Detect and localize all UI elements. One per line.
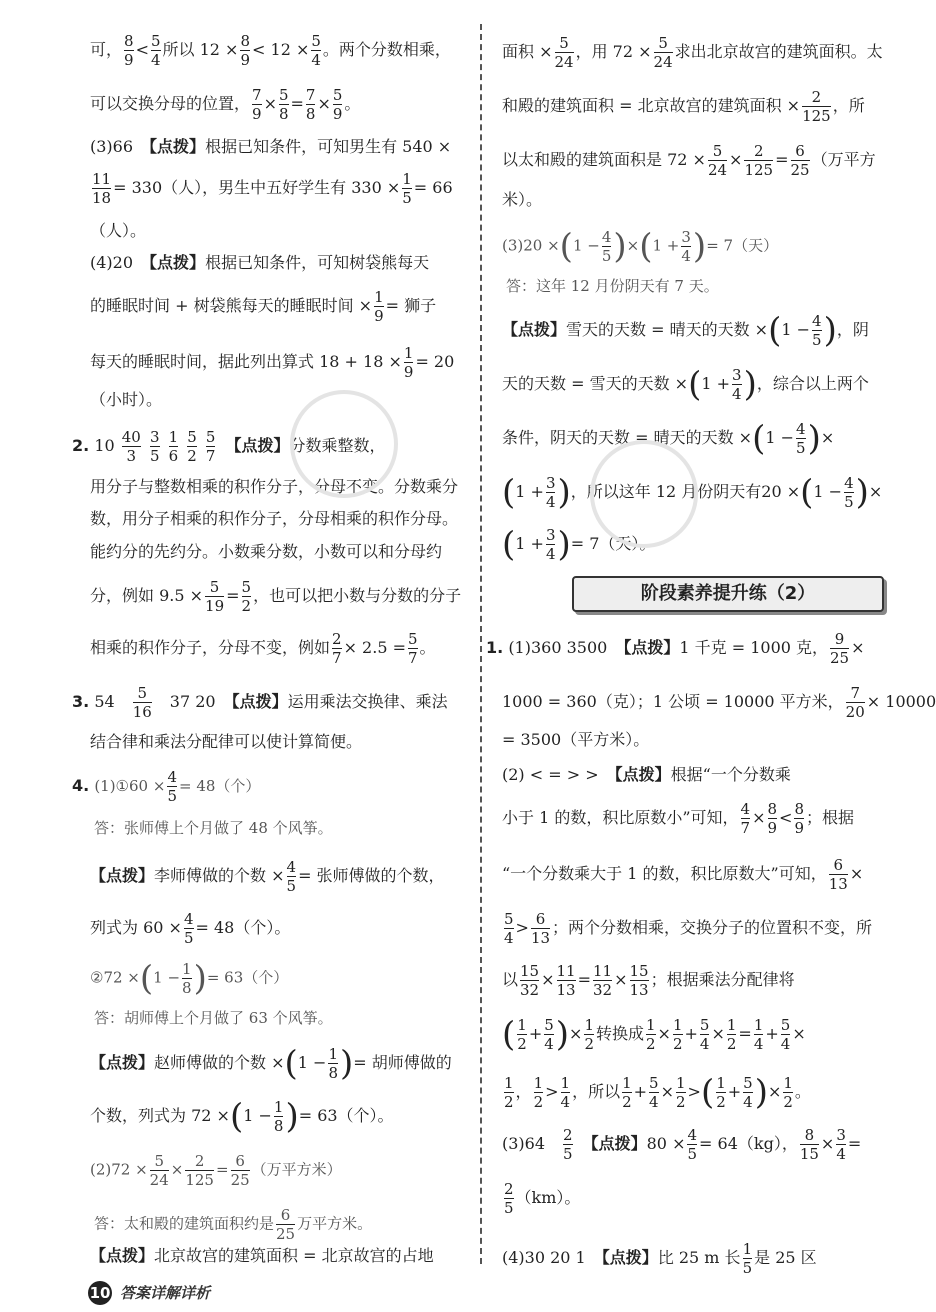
line: 可以交换分母的位置， $\frac{7}{9}$ × $\frac{5}{8}$ = $\frac{7}{8}$ × $\frac{5}{9}$ 。 [90, 86, 361, 123]
line: 分，例如 9.5 × $\frac{5}{19}$ = $\frac{5}{2}$ ，也可以把小数与分数的分子 [90, 578, 462, 615]
line: 相乘的积作分子，分母不变，例如 $\frac{2}{7}$ × 2.5 = $\frac{5}{7}$ 。 [90, 630, 436, 667]
problem-2: 2. 10 $\frac{40}{3}$ $\frac{3}{5}$ $\frac{1}{6}$ $\frac{5}{2}$ $\frac{5}{7}$ 【点拨】分数乘整数， [72, 428, 386, 465]
line: 可， $\frac{8}{9}$ < $\frac{5}{4}$ 所以 12 × $\frac{8}{9}$ < 12 × $\frac{5}{4}$ 。两个分数相乘， [90, 32, 451, 69]
line: 天的天数 = 雪天的天数 ×(1 + $\frac{3}{4}$ )，综合以上两个 [502, 364, 869, 405]
line: “一个分数乘大于 1 的数，积比原数大”可知， $\frac{6}{13}$ × [502, 856, 864, 893]
page-number: 10 [88, 1281, 112, 1305]
watermark-stamp [290, 390, 398, 498]
line: 米）。 [502, 190, 543, 209]
answer: 答：胡师傅上个月做了 63 个风筝。 [94, 1009, 333, 1027]
line: 能约分的先约分。小数乘分数，小数可以和分母约 [90, 542, 443, 561]
problem-4: 4. (1)①60 × $\frac{4}{5}$ = 48（个） [72, 768, 261, 805]
line: 用分子与整数相乘的积作分子，分母不变。分数乘分 [90, 477, 459, 496]
line: 结合律和乘法分配律可以使计算简便。 [90, 732, 363, 751]
line: 小于 1 的数，积比原数小”可知， $\frac{4}{7}$ × $\frac{8}{9}$ < $\frac{8}{9}$ ；根据 [502, 800, 855, 837]
line: 【点拨】北京故宫的建筑面积 = 北京故宫的占地 [90, 1246, 434, 1265]
line: 数，用分子相乘的积作分子，分母相乘的积作分母。 [90, 509, 459, 528]
line: 每天的睡眠时间，据此列出算式 18 + 18 × $\frac{1}{9}$ = 20 [90, 344, 455, 381]
line: 条件，阴天的天数 = 晴天的天数 ×(1 − $\frac{4}{5}$ )× [502, 418, 835, 459]
line: 和殿的建筑面积 = 北京故宫的建筑面积 × $\frac{2}{125}$ ，所 [502, 88, 865, 125]
problem-1: 1. (1)360 3500 【点拨】1 千克 = 1000 克， $\frac{9}{25}$ × [486, 630, 865, 667]
line: (2)72 × $\frac{5}{24}$ × $\frac{2}{125}$ = $\frac{6}{25}$ （万平方米） [90, 1152, 342, 1189]
line: （小时）。 [90, 390, 163, 409]
line: 的睡眠时间 + 树袋熊每天的睡眠时间 × $\frac{1}{9}$ = 狮子 [90, 288, 437, 325]
line: = 3500（平方米）。 [502, 730, 650, 749]
line: (1 + $\frac{3}{4}$ )，所以这年 12 月份阴天有20 ×(1 − $\frac{4}{5}$ )× [502, 472, 883, 513]
answer: 答：张师傅上个月做了 48 个风筝。 [94, 819, 333, 837]
footer-title: 答案详解详析 [120, 1284, 211, 1302]
line: 面积 × $\frac{5}{24}$ ，用 72 × $\frac{5}{24}$ 求出北京故宫的建筑面积。太 [502, 34, 883, 71]
line: 列式为 60 × $\frac{4}{5}$ = 48（个）。 [90, 910, 291, 947]
line: (1 + $\frac{3}{4}$ )= 7（天）。 [502, 524, 656, 565]
line: (3)66 【点拨】根据已知条件，可知男生有 540 × [90, 137, 452, 156]
line: ( $\frac{1}{2}$ + $\frac{5}{4}$ )× $\frac{1}{2}$ 转换成 $\frac{1}{2}$ × $\frac{1}{2}$ + $\frac{5}{4}$ × $\frac{1}{2}$ = $\frac{1}{4}$ + $\frac{5}{4}$ × [502, 1014, 806, 1055]
line: (3)64 $\frac{2}{5}$ 【点拨】80 × $\frac{4}{5}$ = 64（kg）， $\frac{8}{15}$ × $\frac{3}{4}$ = [502, 1126, 862, 1163]
watermark-stamp [590, 440, 698, 548]
line: $\frac{2}{5}$ （km）。 [504, 1180, 581, 1217]
line: 【点拨】李师傅做的个数 × $\frac{4}{5}$ = 张师傅做的个数， [90, 858, 445, 895]
line: 个数，列式为 72 ×(1 − $\frac{1}{8}$ )= 63（个）。 [90, 1096, 394, 1137]
answer: 答：这年 12 月份阴天有 7 天。 [506, 277, 719, 295]
right-column [482, 0, 936, 1312]
section-banner: 阶段素养提升练（2） [572, 576, 884, 612]
line: $\frac{11}{18}$ = 330（人），男生中五好学生有 330 × $\frac{1}{5}$ = 66 [92, 170, 453, 207]
line: $\frac{1}{2}$ ， $\frac{1}{2}$ > $\frac{1}{4}$ ，所以 $\frac{1}{2}$ + $\frac{5}{4}$ × $\frac{1}{2}$ >( $\frac{1}{2}$ + $\frac{5}{4}$ )× $\frac{1}{2}$ 。 [504, 1072, 811, 1113]
line: (2) < = > > 【点拨】根据“一个分数乘 [502, 765, 791, 784]
line: （人）。 [90, 221, 147, 240]
answer: 答：太和殿的建筑面积约是 $\frac{6}{25}$ 万平方米。 [94, 1206, 373, 1243]
line: 以太和殿的建筑面积是 72 × $\frac{5}{24}$ × $\frac{2}{125}$ = $\frac{6}{25}$ （万平方 [502, 142, 876, 179]
problem-3: 3. 54 $\frac{5}{16}$ 37 20 【点拨】运用乘法交换律、乘法 [72, 684, 448, 721]
line: $\frac{5}{4}$ > $\frac{6}{13}$ ；两个分数相乘，交换分子的位置积不变，所 [504, 910, 873, 947]
line: 1000 = 360（克）；1 公顷 = 10000 平方米， $\frac{7}{20}$ × 10000 [502, 684, 936, 721]
line: (3)20 ×(1 − $\frac{4}{5}$ )×(1 + $\frac{3}{4}$ )= 7（天） [502, 226, 779, 267]
line: ②72 ×(1 − $\frac{1}{8}$ )= 63（个） [90, 958, 289, 999]
line: 【点拨】雪天的天数 = 晴天的天数 ×(1 − $\frac{4}{5}$ )，阴 [502, 310, 869, 351]
line: 【点拨】赵师傅做的个数 ×(1 − $\frac{1}{8}$ )= 胡师傅做的 [90, 1043, 452, 1084]
line: (4)30 20 1 【点拨】比 25 m 长 $\frac{1}{5}$ 是 25 区 [502, 1240, 817, 1277]
line: (4)20 【点拨】根据已知条件，可知树袋熊每天 [90, 253, 430, 272]
line: 以 $\frac{15}{32}$ × $\frac{11}{13}$ = $\frac{11}{32}$ × $\frac{15}{13}$ ；根据乘法分配律将 [502, 962, 795, 999]
